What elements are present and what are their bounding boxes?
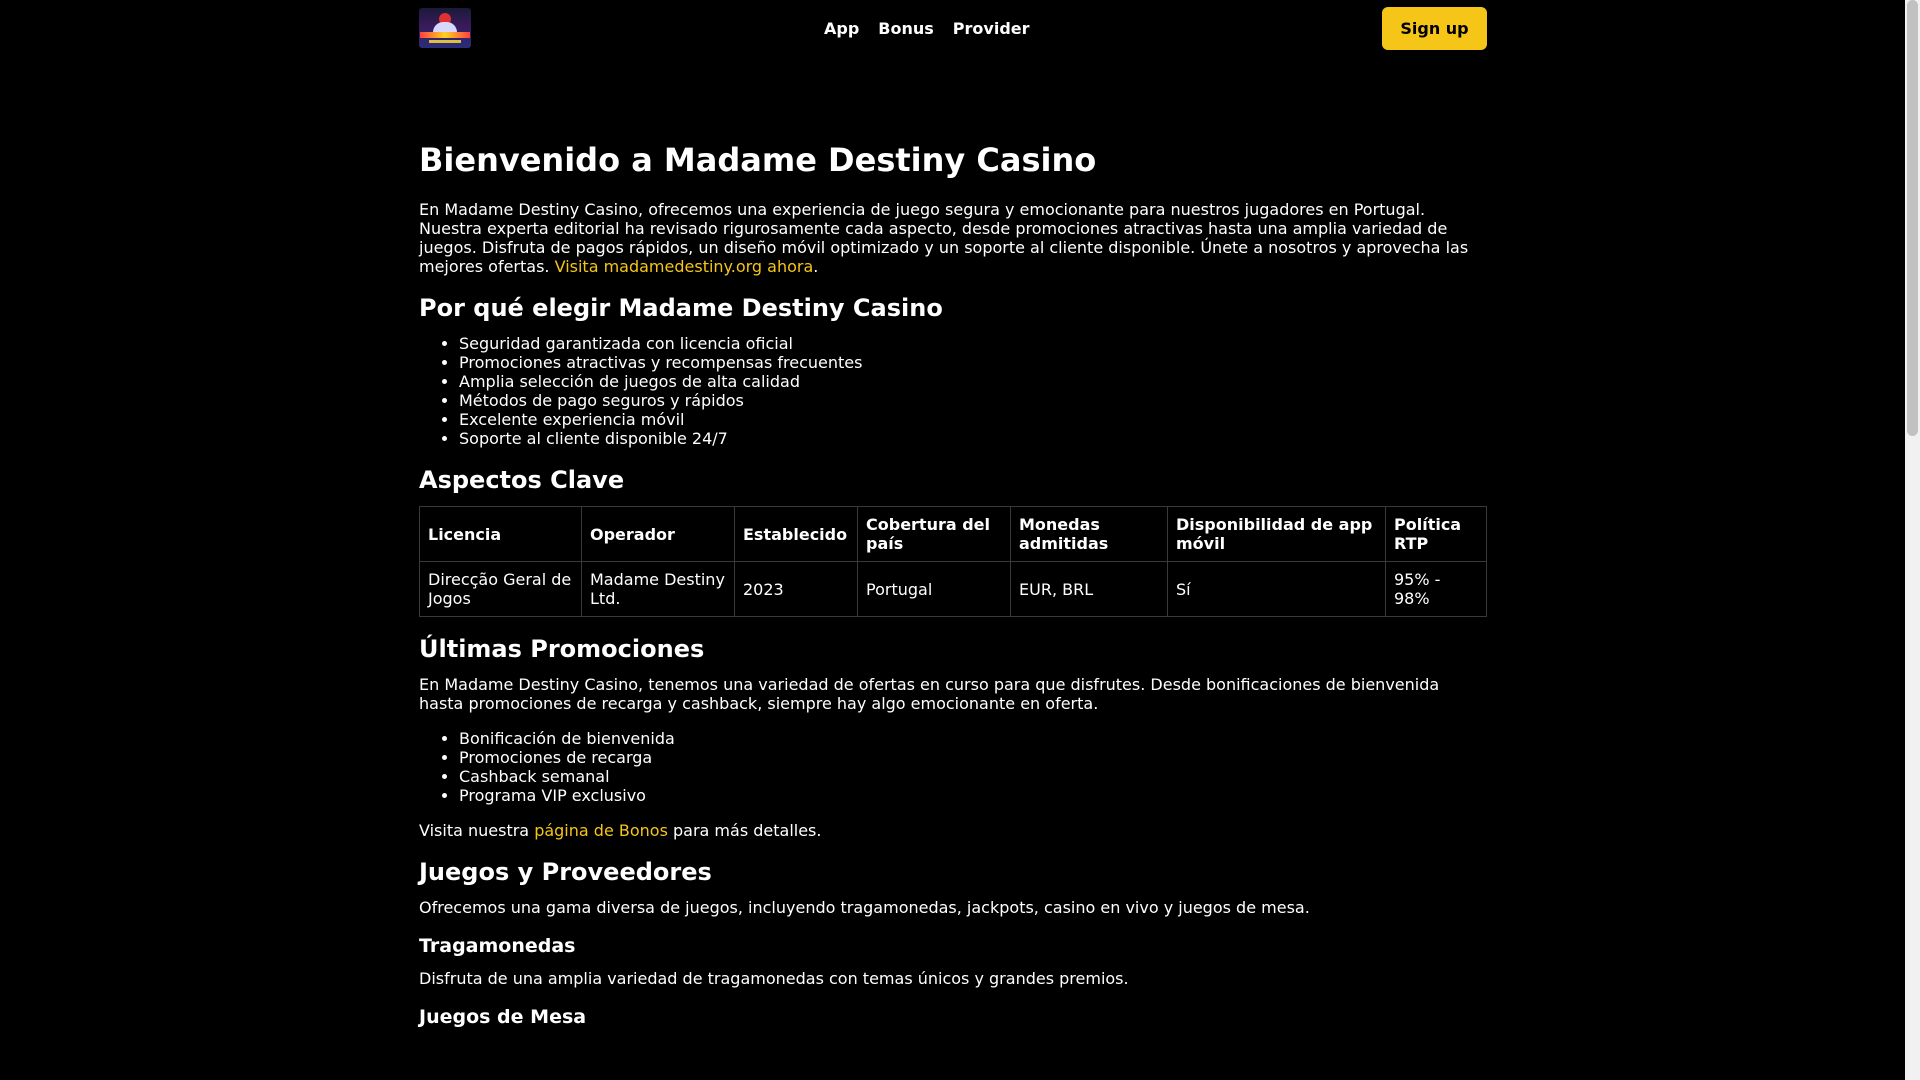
slots-heading: Tragamonedas: [419, 935, 576, 957]
signup-button[interactable]: Sign up: [1382, 7, 1487, 50]
table-header-cell: Política RTP: [1386, 507, 1487, 562]
nav-provider[interactable]: Provider: [952, 18, 1030, 38]
why-heading: Por qué elegir Madame Destiny Casino: [419, 294, 943, 322]
nav-app[interactable]: App: [824, 18, 860, 38]
key-aspects-table: [419, 506, 1487, 617]
slots-paragraph: Disfruta de una amplia variedad de tragamonedas con temas únicos y grandes premios.: [419, 969, 1129, 988]
intro-text: En Madame Destiny Casino, ofrecemos una experiencia de juego segura y emocionante para nuestros jugadores en Portugal. Nuestra experta editorial ha revisado rigurosamente cada aspecto, desde promociones atractivas hasta una amplia variedad de juegos. Disfruta de pagos rápidos, un diseño móvil optimizado y un soporte al cliente disponible. Únete a nosotros y aprovecha las mejores ofertas.: [419, 200, 1469, 276]
table-cell: EUR, BRL: [1011, 562, 1168, 617]
nav-bonus[interactable]: Bonus: [878, 18, 934, 38]
page-container: [419, 0, 1487, 1040]
bonus-page-paragraph: [419, 821, 1487, 840]
table-header-row: [420, 507, 1487, 562]
list-item: • Excelente experiencia móvil: [459, 410, 1487, 429]
table-cell: 2023: [735, 562, 858, 617]
table-header-cell: Establecido: [735, 507, 858, 562]
list-item: • Cashback semanal: [459, 767, 1487, 786]
why-list: [419, 334, 1487, 448]
scrollbar-thumb[interactable]: [1907, 0, 1918, 436]
table-row: [420, 562, 1487, 617]
bonus-visit-suffix: para más detalles.: [667, 821, 822, 840]
bonus-visit-prefix: Visita nuestra: [419, 821, 535, 840]
promotions-paragraph: En Madame Destiny Casino, tenemos una variedad de ofertas en curso para que disfrutes. Desde bonificaciones de bienvenida hasta promociones de recarga y cashback, siempre hay algo emocionante en oferta.: [419, 675, 1440, 713]
list-item: • Seguridad garantizada con licencia oficial: [459, 334, 1487, 353]
vertical-scrollbar[interactable]: [1905, 0, 1920, 1080]
table-cell: 95% - 98%: [1386, 562, 1487, 617]
logo-wordmark-shape: [420, 32, 470, 38]
list-item: • Bonificación de bienvenida: [459, 729, 1487, 748]
page-title: Bienvenido a Madame Destiny Casino: [419, 141, 1097, 179]
main-nav: [824, 0, 1030, 56]
table-header-cell: Operador: [582, 507, 735, 562]
table-header-cell: Licencia: [420, 507, 582, 562]
table-cell: Portugal: [858, 562, 1011, 617]
table-header-cell: Cobertura del país: [858, 507, 1011, 562]
table-cell: Madame Destiny Ltd.: [582, 562, 735, 617]
games-heading: Juegos y Proveedores: [419, 858, 712, 886]
promotions-heading: Últimas Promociones: [419, 635, 705, 663]
table-cell: Direcção Geral de Jogos: [420, 562, 582, 617]
bonus-page-link[interactable]: página de Bonos: [534, 821, 668, 840]
logo-subtitle-shape: [429, 40, 461, 43]
table-cell: Sí: [1168, 562, 1386, 617]
list-item: • Promociones de recarga: [459, 748, 1487, 767]
main-content: [419, 56, 1487, 1030]
list-item: • Programa VIP exclusivo: [459, 786, 1487, 805]
table-header-cell: Monedas admitidas: [1011, 507, 1168, 562]
list-item: • Métodos de pago seguros y rápidos: [459, 391, 1487, 410]
list-item: • Promociones atractivas y recompensas frecuentes: [459, 353, 1487, 372]
logo[interactable]: [419, 8, 471, 48]
table-header-cell: Disponibilidad de app móvil: [1168, 507, 1386, 562]
key-aspects-heading: Aspectos Clave: [419, 466, 625, 494]
intro-end: .: [813, 257, 819, 276]
intro-paragraph: [419, 200, 1487, 276]
list-item: • Soporte al cliente disponible 24/7: [459, 429, 1487, 448]
list-item: • Amplia selección de juegos de alta calidad: [459, 372, 1487, 391]
games-paragraph: Ofrecemos una gama diversa de juegos, incluyendo tragamonedas, jackpots, casino en vivo y juegos de mesa.: [419, 898, 1310, 917]
promotions-list: [419, 729, 1487, 805]
table-games-heading: Juegos de Mesa: [419, 1006, 587, 1028]
visit-site-link[interactable]: Visita madamedestiny.org ahora: [554, 257, 814, 276]
site-header: [419, 0, 1487, 56]
